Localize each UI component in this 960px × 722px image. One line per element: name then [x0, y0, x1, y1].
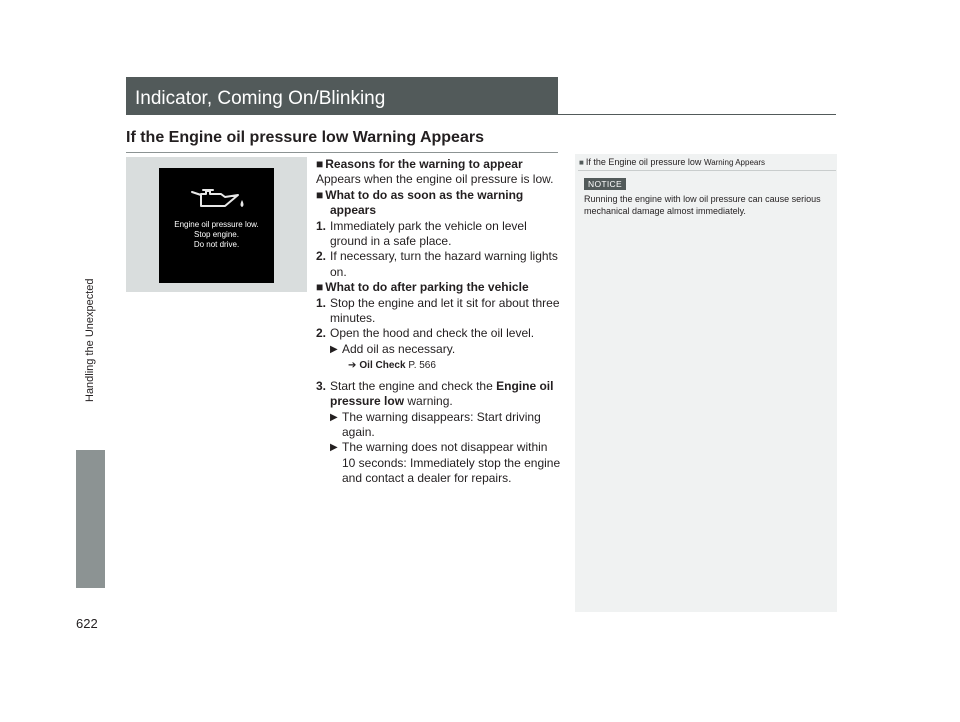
- after-step: 2. Open the hood and check the oil level.: [316, 326, 535, 341]
- result-arrow-icon: ▶: [330, 442, 338, 454]
- notice-badge: NOTICE: [584, 178, 626, 190]
- reasons-text: Appears when the engine oil pressure is low.: [316, 172, 554, 187]
- step-result: ▶ The warning disappears: Start driving again.: [330, 409, 541, 439]
- display-message: [159, 220, 274, 250]
- result-arrow-icon: ▶: [330, 411, 338, 423]
- asap-step: 1. Immediately park the vehicle on level ground in a safe place.: [316, 218, 527, 249]
- note-heading: ■ If the Engine oil pressure low Warning Appears: [579, 157, 766, 167]
- page-number: 622: [76, 616, 98, 631]
- display-line: Stop engine.: [194, 230, 239, 239]
- side-tab-label: Handling the Unexpected: [84, 278, 96, 402]
- cross-reference-link[interactable]: ➔ Oil Check P. 566: [348, 360, 436, 372]
- asap-heading: ■ What to do as soon as the warning appears: [316, 187, 524, 218]
- display-line: Engine oil pressure low.: [174, 220, 259, 229]
- display-line: Do not drive.: [193, 240, 240, 249]
- result-arrow-icon: ▶: [330, 343, 338, 355]
- header-rule: [126, 114, 836, 115]
- note-panel: [575, 154, 837, 612]
- step-result: ▶ Add oil as necessary.: [330, 341, 456, 356]
- asap-step: 2. If necessary, turn the hazard warning lights on.: [316, 249, 558, 279]
- after-heading: ■ What to do after parking the vehicle: [316, 280, 529, 295]
- oil-can-icon: [188, 182, 246, 212]
- after-step: 1. Stop the engine and let it sit for about three minutes.: [316, 295, 560, 326]
- chapter-title: Indicator, Coming On/Blinking: [135, 88, 386, 109]
- reference-arrow-icon: ➔: [348, 360, 357, 372]
- step-result: ▶ The warning does not disappear within 10 seconds: Immediately stop the engine and contact a dealer for repairs.: [330, 440, 561, 486]
- reasons-heading: ■ Reasons for the warning to appear: [316, 157, 523, 171]
- note-marker-icon: ■: [579, 158, 584, 167]
- body-column: [316, 157, 561, 487]
- section-rule: [126, 152, 558, 153]
- note-rule: [578, 170, 836, 171]
- section-heading: If the Engine oil pressure low Warning Appears: [126, 129, 484, 146]
- side-tab-block: [76, 450, 105, 588]
- after-step: 3. Start the engine and check the Engine oil pressure low warning.: [316, 378, 554, 409]
- notice-text: Running the engine with low oil pressure can cause serious mechanical damage almost immediately.: [584, 194, 821, 216]
